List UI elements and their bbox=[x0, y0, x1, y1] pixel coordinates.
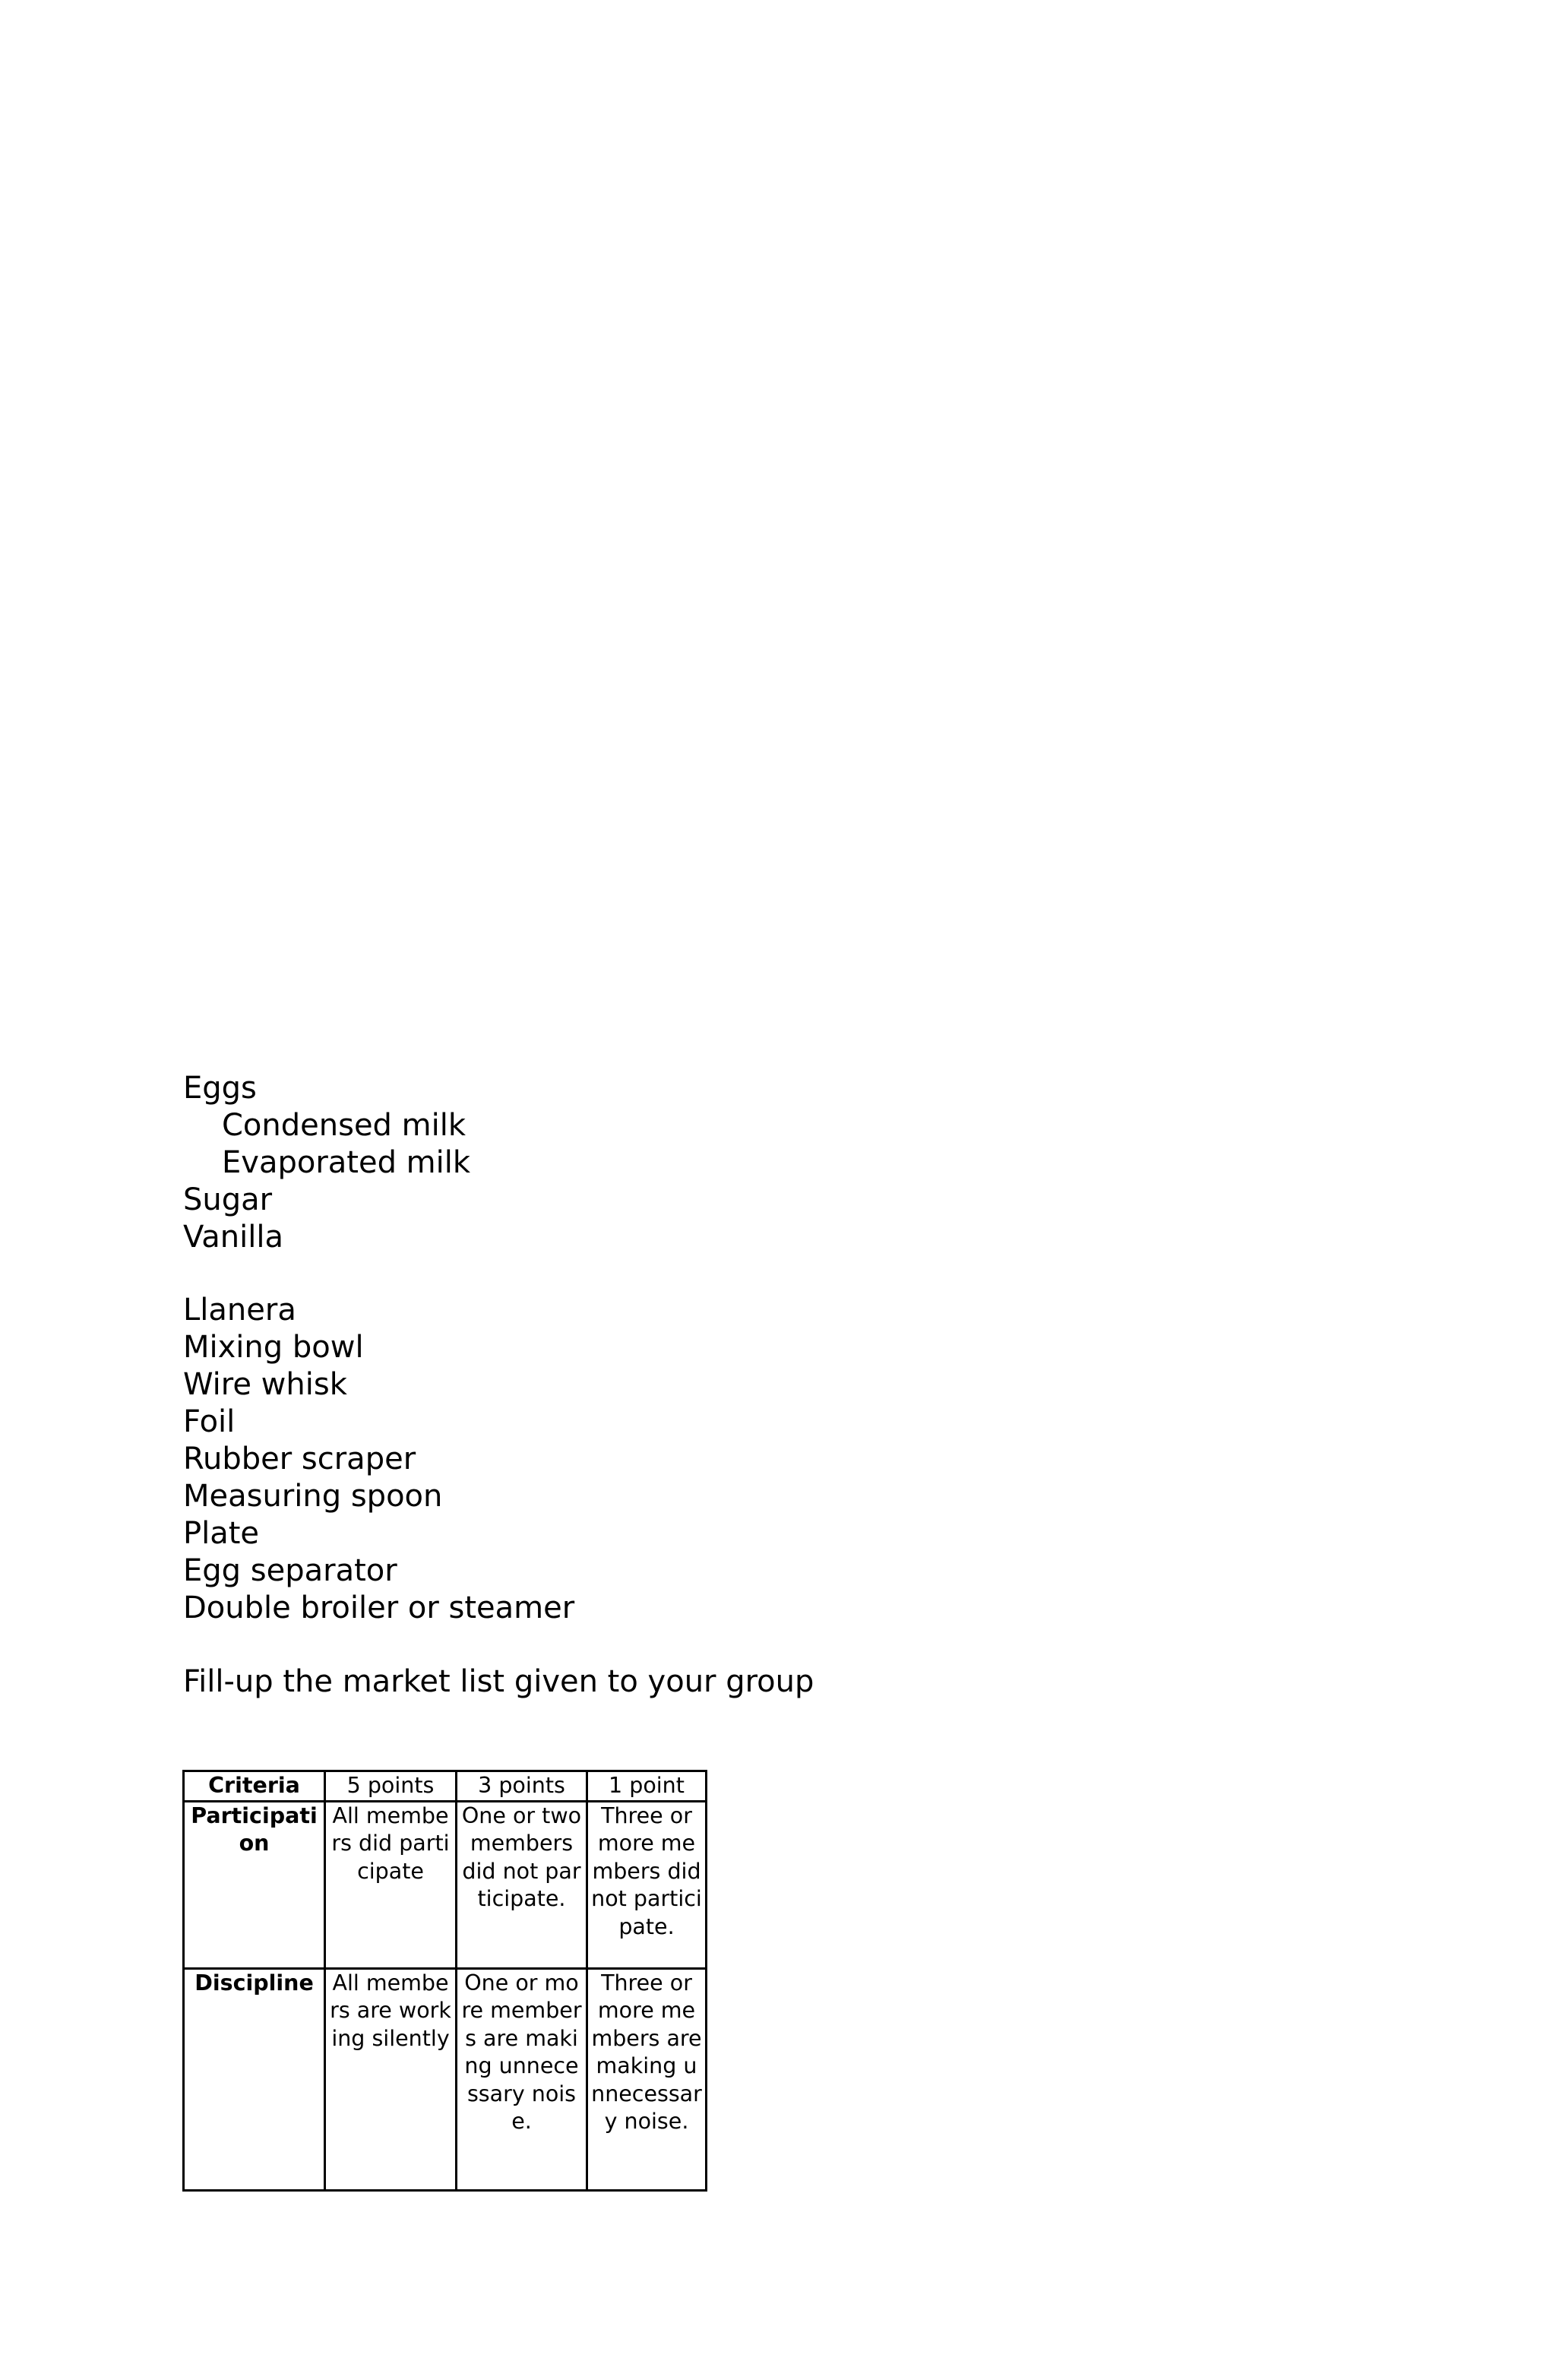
header-criteria: Criteria bbox=[184, 1771, 325, 1802]
cell-5-points: All members are working silently bbox=[325, 1968, 457, 2190]
tool-item: Wire whisk bbox=[183, 1367, 347, 1402]
instruction-text: Fill-up the market list given to your group bbox=[183, 1664, 814, 1699]
criteria-discipline: Discipline bbox=[184, 1968, 325, 2190]
rubric-table bbox=[182, 1770, 707, 2192]
ingredient-item: Vanilla bbox=[183, 1220, 283, 1255]
tool-item: Mixing bowl bbox=[183, 1330, 364, 1365]
criteria-participation: Participation bbox=[184, 1801, 325, 1968]
ingredient-item: Sugar bbox=[183, 1182, 273, 1217]
tool-item: Plate bbox=[183, 1516, 260, 1551]
header-5-points: 5 points bbox=[325, 1771, 457, 1802]
cell-1-point: Three or more members did not participate. bbox=[587, 1801, 707, 1968]
table-row bbox=[184, 1968, 707, 2190]
ingredient-item: Condensed milk bbox=[222, 1108, 466, 1143]
tool-item: Egg separator bbox=[183, 1553, 397, 1588]
table-row bbox=[184, 1801, 707, 1968]
cell-5-points: All members did participate bbox=[325, 1801, 457, 1968]
ingredients-list bbox=[183, 1070, 470, 1256]
cell-3-points: One or two members did not participate. bbox=[457, 1801, 587, 1968]
tool-item: Double broiler or steamer bbox=[183, 1590, 575, 1625]
cell-3-points: One or more members are making unnecessary noise. bbox=[457, 1968, 587, 2190]
rubric-header-row bbox=[184, 1771, 707, 1802]
tool-item: Llanera bbox=[183, 1293, 296, 1328]
header-1-point: 1 point bbox=[587, 1771, 707, 1802]
header-3-points: 3 points bbox=[457, 1771, 587, 1802]
tools-list bbox=[183, 1292, 574, 1627]
ingredient-item: Evaporated milk bbox=[222, 1145, 471, 1180]
tool-item: Foil bbox=[183, 1404, 236, 1439]
ingredient-item: Eggs bbox=[183, 1071, 257, 1106]
tool-item: Measuring spoon bbox=[183, 1479, 443, 1514]
tool-item: Rubber scraper bbox=[183, 1442, 416, 1476]
cell-1-point: Three or more members are making unnecessary noise. bbox=[587, 1968, 707, 2190]
